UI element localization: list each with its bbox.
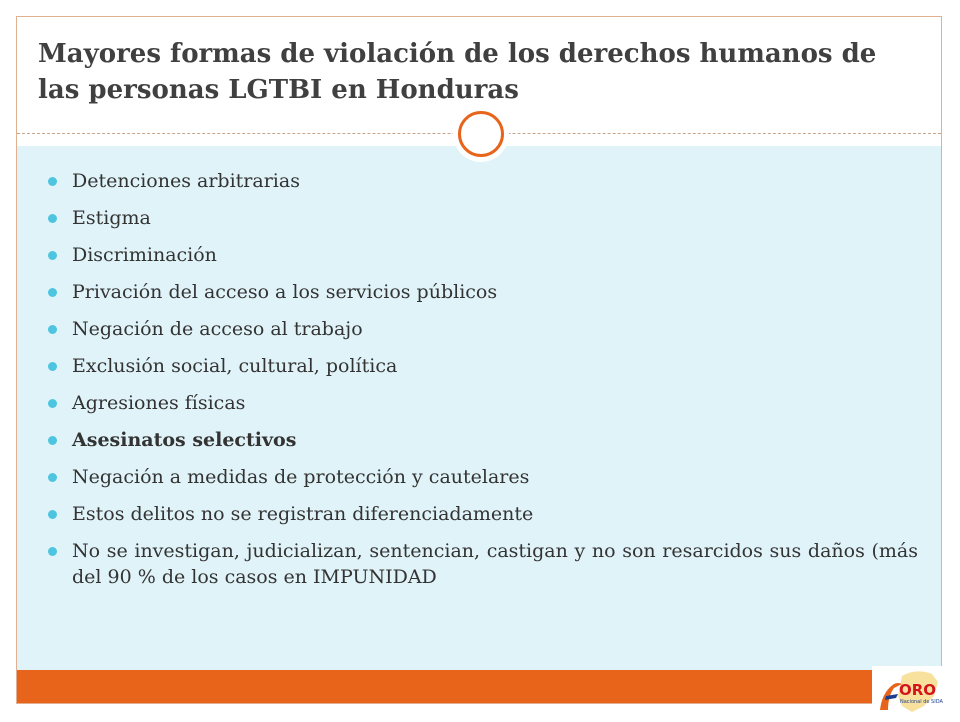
slide-title: Mayores formas de violación de los derechos humanos de las personas LGTBI en Honduras	[38, 39, 877, 105]
bullet-item: No se investigan, judicializan, sentencian, castigan y no son resarcidos sus daños (más del 90 % de los casos en IMPUNIDAD	[48, 538, 918, 590]
bullet-dot-icon	[48, 510, 57, 519]
bullet-item: Estos delitos no se registran diferenciadamente	[48, 501, 918, 527]
bullet-dot-icon	[48, 214, 57, 223]
bullet-item: Negación de acceso al trabajo	[48, 316, 918, 342]
bullet-item: Agresiones físicas	[48, 390, 918, 416]
bullet-item: Discriminación	[48, 242, 918, 268]
bullet-dot-icon	[48, 436, 57, 445]
bullet-item: Detenciones arbitrarias	[48, 168, 918, 194]
bullet-item: Negación a medidas de protección y cautelares	[48, 464, 918, 490]
bullet-list	[48, 168, 918, 601]
svg-text:ORO: ORO	[899, 681, 937, 699]
bullet-dot-icon	[48, 399, 57, 408]
bullet-dot-icon	[48, 547, 57, 556]
footer-accent-bar	[17, 670, 941, 703]
bullet-dot-icon	[48, 473, 57, 482]
bullet-item: Privación del acceso a los servicios públicos	[48, 279, 918, 305]
bullet-dot-icon	[48, 288, 57, 297]
bullet-dot-icon	[48, 251, 57, 260]
bullet-item: Estigma	[48, 205, 918, 231]
decorative-circle-icon	[458, 111, 504, 157]
bullet-dot-icon	[48, 362, 57, 371]
svg-text:Nacional de SIDA: Nacional de SIDA	[900, 699, 943, 705]
bullet-dot-icon	[48, 325, 57, 334]
bullet-dot-icon	[48, 177, 57, 186]
foro-logo-icon	[872, 666, 944, 718]
foro-logo	[872, 666, 944, 718]
bullet-item: Exclusión social, cultural, política	[48, 353, 918, 379]
bullet-item-highlighted: Asesinatos selectivos	[48, 427, 918, 453]
